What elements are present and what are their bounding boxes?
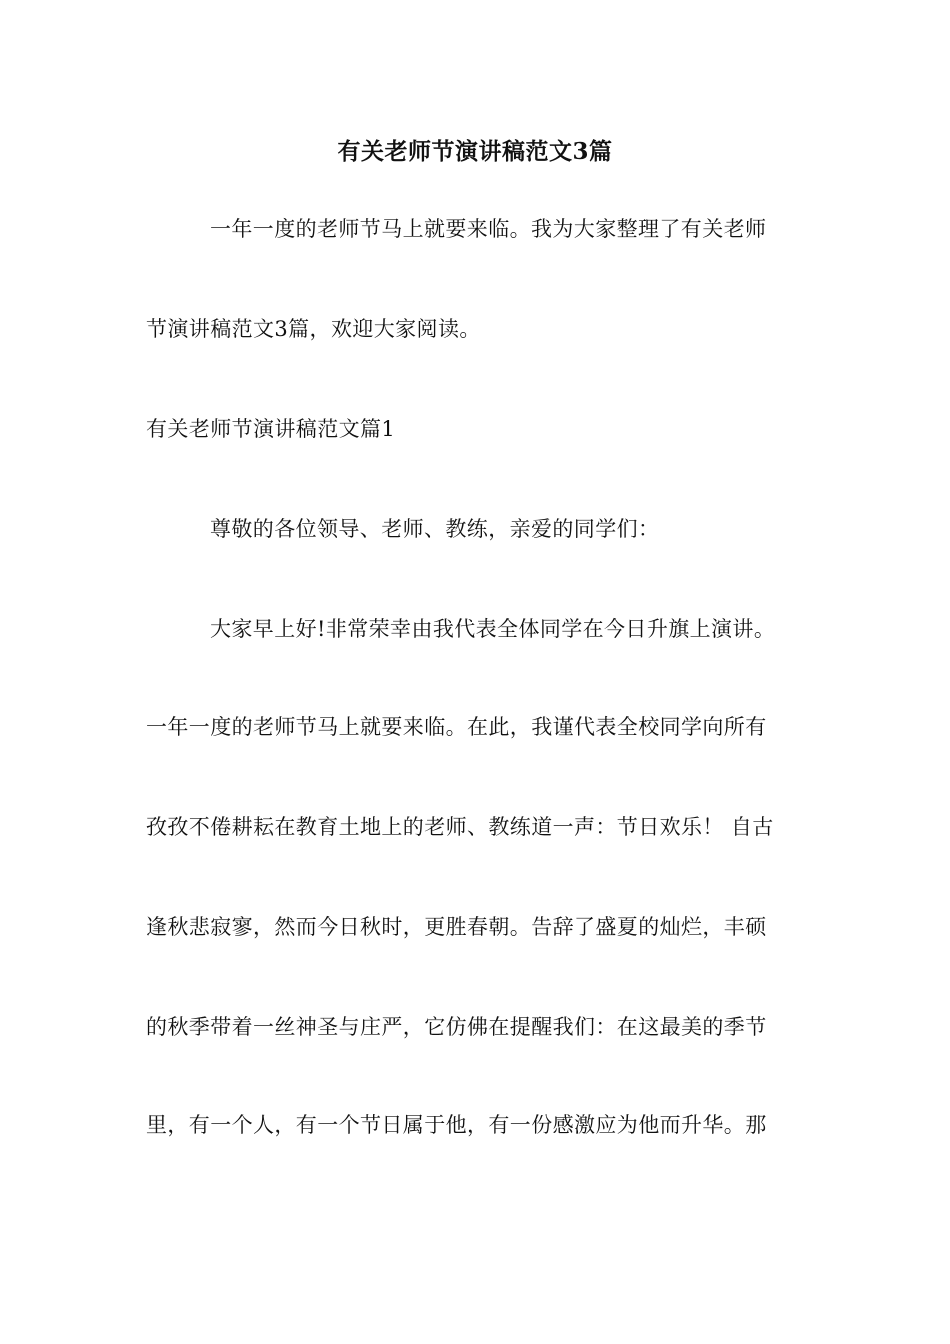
paragraph-line: 孜孜不倦耕耘在教育土地上的老师、教练道一声：节日欢乐！ 自古: [146, 815, 774, 839]
paragraph-line: 逢秋悲寂寥，然而今日秋时，更胜春朝。告辞了盛夏的灿烂，丰硕: [146, 915, 767, 939]
paragraph-line: 一年一度的老师节马上就要来临。在此，我谨代表全校同学向所有: [146, 715, 767, 739]
section-heading: 有关老师节演讲稿范文篇1: [146, 417, 396, 441]
paragraph-line: 的秋季带着一丝神圣与庄严，它仿佛在提醒我们：在这最美的季节: [146, 1015, 767, 1039]
paragraph-line: 一年一度的老师节马上就要来临。我为大家整理了有关老师: [210, 217, 767, 241]
paragraph-line: 里，有一个人，有一个节日属于他，有一份感激应为他而升华。那: [146, 1113, 767, 1137]
paragraph-line: 大家早上好!非常荣幸由我代表全体同学在今日升旗上演讲。: [210, 617, 776, 641]
salutation-line: 尊敬的各位领导、老师、教练，亲爱的同学们：: [210, 517, 660, 541]
document-title: 有关老师节演讲稿范文3篇: [337, 138, 613, 165]
paragraph-line: 节演讲稿范文3篇，欢迎大家阅读。: [146, 317, 481, 341]
